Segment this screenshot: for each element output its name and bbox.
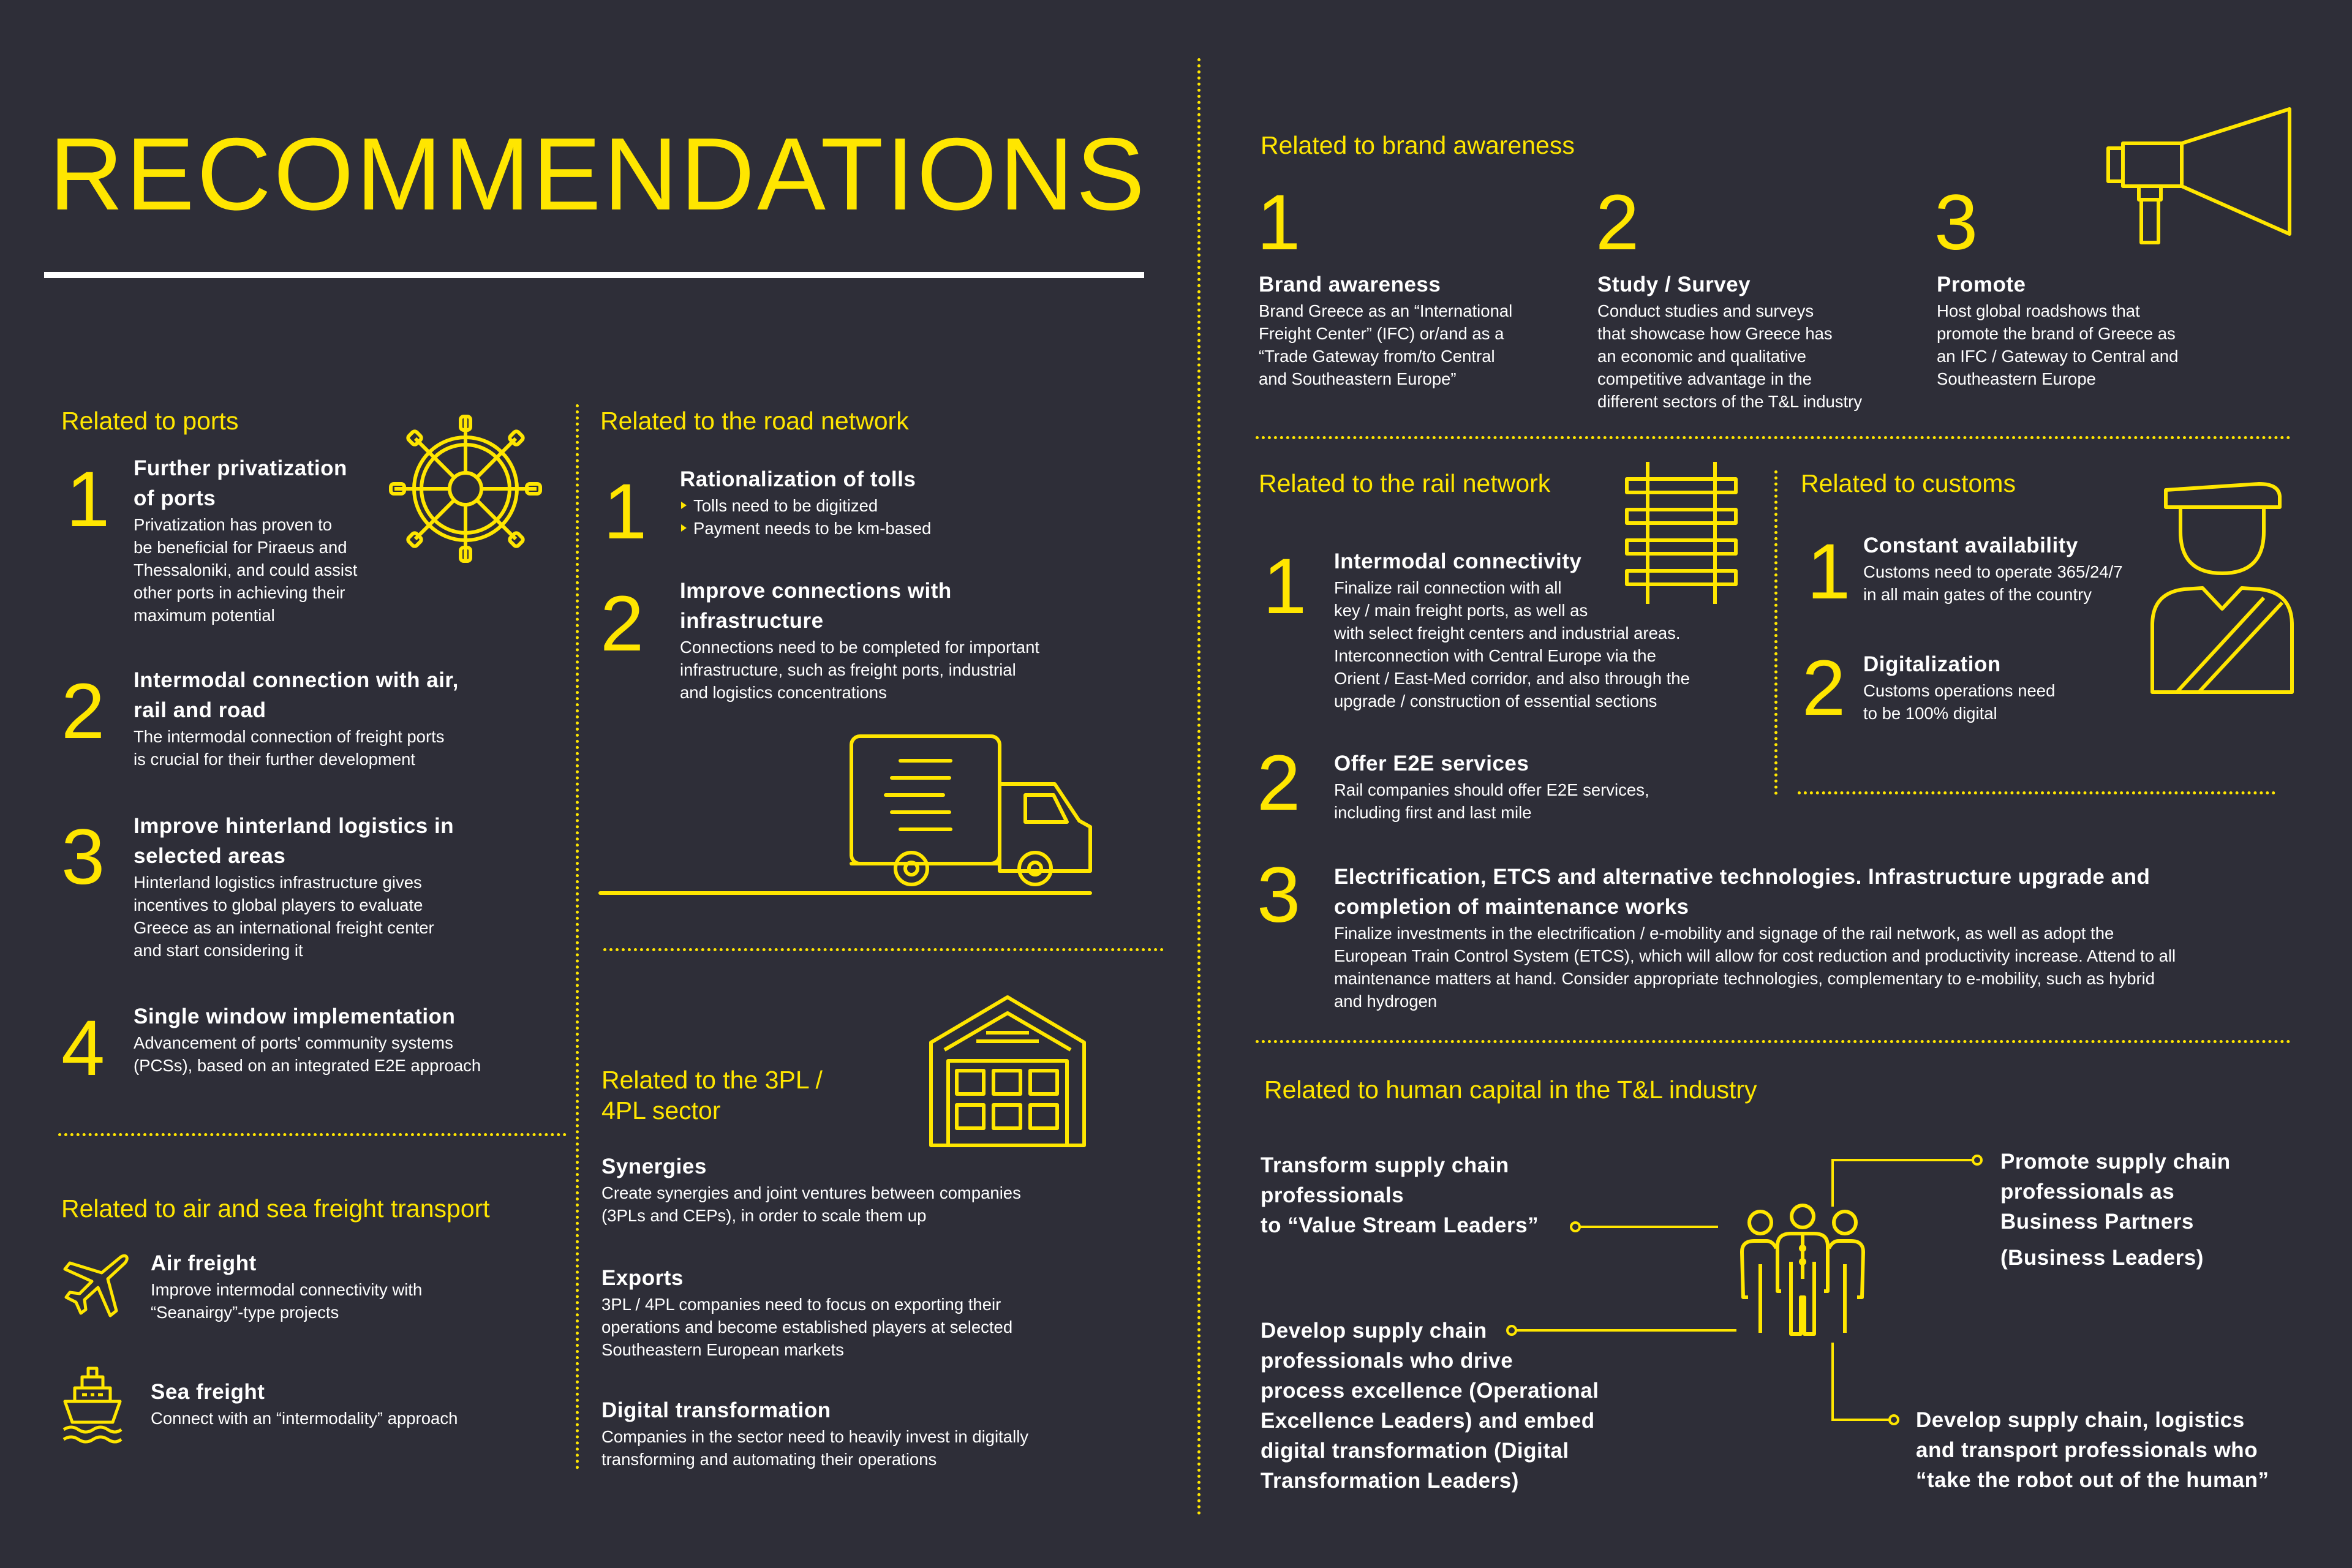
- human-right-top-line: professionals as: [2000, 1180, 2175, 1204]
- human-left-bottom-line: digital transformation (Digital: [1261, 1439, 1569, 1463]
- people-group-icon: [1738, 1205, 1867, 1337]
- brand-item-2-body-line: competitive advantage in the: [1597, 369, 1812, 388]
- air-freight-title: Air freight: [151, 1251, 257, 1275]
- road-item-2-title-line: infrastructure: [680, 609, 824, 633]
- tpl-item-title: Synergies: [601, 1155, 707, 1178]
- tpl-item-body-line: Southeastern European markets: [601, 1340, 844, 1359]
- customs-item-2-body-line: to be 100% digital: [1863, 704, 1997, 723]
- customs-item-1-number: 1: [1807, 528, 1851, 616]
- customs-item-1-title: Constant availability: [1863, 533, 2078, 557]
- ports-item-2-body-line: is crucial for their further development: [134, 750, 416, 769]
- tpl-item-body-line: Companies in the sector need to heavily invest in digitally: [601, 1427, 1029, 1446]
- ports-item-2-number: 2: [61, 668, 105, 755]
- ports-item-3-number: 3: [61, 813, 105, 901]
- brand-item-1-title: Brand awareness: [1259, 273, 1441, 296]
- rail-item-1-body-line: Finalize rail connection with all: [1334, 578, 1562, 597]
- rail-item-1-body-line: with select freight centers and industrial areas.: [1334, 624, 1681, 643]
- human-left-top-line: Transform supply chain: [1261, 1153, 1509, 1177]
- ports-item-4-title-line: Single window implementation: [134, 1005, 456, 1028]
- rail-item-3-title-line: Electrification, ETCS and alternative technologies. Infrastructure upgrade and: [1334, 865, 2150, 889]
- human-right-bottom-line: Develop supply chain, logistics: [1916, 1408, 2245, 1432]
- rail-heading: Related to the rail network: [1259, 469, 1551, 497]
- brand-item-1-body-line: and Southeastern Europe”: [1259, 369, 1457, 388]
- road-item-2-title-line: Improve connections with: [680, 579, 952, 603]
- tpl-heading-line: 4PL sector: [601, 1096, 721, 1125]
- brand-item-2-body-line: that showcase how Greece has: [1597, 324, 1833, 343]
- human-right-bottom-line: and transport professionals who: [1916, 1438, 2258, 1462]
- human-left-top-line: professionals: [1261, 1183, 1404, 1207]
- customs-item-1-body-line: Customs need to operate 365/24/7: [1863, 562, 2123, 581]
- rail-item-3-body-line: European Train Control System (ETCS), which will allow for cost reduction and productivity increase. Attend to all: [1334, 946, 2176, 965]
- air-freight-body-line: Improve intermodal connectivity with: [151, 1280, 423, 1299]
- tpl-item-body-line: transforming and automating their operations: [601, 1450, 937, 1469]
- road-item-1-number: 1: [603, 468, 647, 556]
- page-title: RECOMMENDATIONS: [49, 116, 1147, 232]
- brand-item-3-body-line: Host global roadshows that: [1937, 301, 2140, 320]
- ports-item-1-body-line: Privatization has proven to: [134, 515, 333, 534]
- rail-item-3-body-line: Finalize investments in the electrification / e-mobility and signage of the rail network, as well as adopt the: [1334, 924, 2114, 943]
- tpl-item-title: Digital transformation: [601, 1398, 831, 1422]
- rail-item-1-title-line: Intermodal connectivity: [1334, 549, 1582, 573]
- rail-item-2-body-line: including first and last mile: [1334, 803, 1532, 822]
- ports-item-3-body-line: and start considering it: [134, 941, 303, 960]
- rail-item-3-title-line: completion of maintenance works: [1334, 895, 1689, 919]
- rail-item-1-body-line: Orient / East-Med corridor, and also through the: [1334, 669, 1690, 688]
- ports-item-2-title-line: rail and road: [134, 698, 266, 722]
- road-item-1-bullet: Tolls need to be digitized: [680, 494, 1158, 517]
- ports-heading: Related to ports: [61, 407, 239, 435]
- brand-item-3-body-line: an IFC / Gateway to Central and: [1937, 347, 2179, 366]
- rail-item-2-number: 2: [1257, 739, 1301, 827]
- road-item-2-body-line: and logistics concentrations: [680, 683, 887, 702]
- ports-item-3-body-line: incentives to global players to evaluate: [134, 895, 423, 914]
- brand-item-1-body-line: Freight Center” (IFC) or/and as a: [1259, 324, 1504, 343]
- brand-item-3-body-line: promote the brand of Greece as: [1937, 324, 2176, 343]
- ports-item-1-body-line: Thessaloniki, and could assist: [134, 560, 358, 579]
- tpl-item-body-line: operations and become established players at selected: [601, 1317, 1013, 1336]
- road-item-2-body-line: infrastructure, such as freight ports, industrial: [680, 660, 1016, 679]
- rail-item-3-body-line: and hydrogen: [1334, 992, 1438, 1011]
- sea-freight-title: Sea freight: [151, 1380, 265, 1404]
- customs-item-2-title: Digitalization: [1863, 652, 2001, 676]
- brand-heading: Related to brand awareness: [1261, 131, 1575, 159]
- human-left-bottom-line: Develop supply chain: [1261, 1319, 1487, 1343]
- ports-item-3-body-line: Greece as an international freight center: [134, 918, 434, 937]
- rail-item-1-number: 1: [1263, 543, 1307, 630]
- customs-item-2-body-line: Customs operations need: [1863, 681, 2056, 700]
- brand-item-2-title: Study / Survey: [1597, 273, 1751, 296]
- brand-item-2-body-line: different sectors of the T&L industry: [1597, 392, 1863, 411]
- tpl-item-title: Exports: [601, 1266, 684, 1290]
- human-heading: Related to human capital in the T&L industry: [1264, 1076, 1757, 1104]
- tpl-item-body-line: (3PLs and CEPs), in order to scale them up: [601, 1206, 927, 1225]
- customs-item-2-number: 2: [1802, 644, 1846, 732]
- tpl-heading-line: Related to the 3PL /: [601, 1066, 823, 1094]
- road-item-1-bullet: Payment needs to be km-based: [680, 517, 1158, 540]
- brand-item-3-body-line: Southeastern Europe: [1937, 369, 2096, 388]
- human-left-bottom-line: process excellence (Operational: [1261, 1379, 1599, 1403]
- ports-item-3-body-line: Hinterland logistics infrastructure gives: [134, 873, 422, 892]
- road-item-1-title-line: Rationalization of tolls: [680, 467, 916, 491]
- ports-item-1-body-line: maximum potential: [134, 606, 275, 625]
- ports-item-1-number: 1: [66, 456, 110, 543]
- human-right-top-line: Business Partners: [2000, 1210, 2194, 1234]
- ports-item-4-body-line: (PCSs), based on an integrated E2E approach: [134, 1056, 481, 1075]
- road-heading: Related to the road network: [600, 407, 909, 435]
- rail-item-1-body-line: key / main freight ports, as well as: [1334, 601, 1588, 620]
- brand-item-1-number: 1: [1257, 179, 1301, 266]
- brand-item-1-body-line: “Trade Gateway from/to Central: [1259, 347, 1495, 366]
- tpl-item-body-line: Create synergies and joint ventures between companies: [601, 1183, 1021, 1202]
- brand-item-2-number: 2: [1596, 179, 1640, 266]
- brand-item-3-title: Promote: [1937, 273, 2026, 296]
- human-left-bottom-line: Excellence Leaders) and embed: [1261, 1409, 1595, 1433]
- tpl-item-body-line: 3PL / 4PL companies need to focus on exporting their: [601, 1295, 1001, 1314]
- air-freight-body-line: “Seanairgy”-type projects: [151, 1303, 339, 1322]
- ports-item-4-body-line: Advancement of ports' community systems: [134, 1033, 453, 1052]
- human-right-top-line: Promote supply chain: [2000, 1150, 2231, 1174]
- ports-item-3-title-line: selected areas: [134, 844, 286, 868]
- human-left-bottom-line: Transformation Leaders): [1261, 1469, 1519, 1493]
- ports-item-3-title-line: Improve hinterland logistics in: [134, 814, 454, 838]
- rail-item-2-title-line: Offer E2E services: [1334, 752, 1529, 775]
- ports-item-1-body-line: other ports in achieving their: [134, 583, 345, 602]
- ports-item-2-body-line: The intermodal connection of freight ports: [134, 727, 445, 746]
- road-item-2-number: 2: [600, 580, 644, 668]
- rail-item-1-body-line: upgrade / construction of essential sections: [1334, 692, 1657, 710]
- rail-item-2-body-line: Rail companies should offer E2E services,: [1334, 780, 1649, 799]
- customs-item-1-body-line: in all main gates of the country: [1863, 585, 2092, 604]
- human-left-top-line: to “Value Stream Leaders”: [1261, 1213, 1539, 1237]
- rail-item-1-body-line: Interconnection with Central Europe via the: [1334, 646, 1656, 665]
- rail-item-3-number: 3: [1257, 851, 1301, 939]
- ports-item-1-body-line: be beneficial for Piraeus and: [134, 538, 347, 557]
- brand-item-1-body-line: Brand Greece as an “International: [1259, 301, 1513, 320]
- sea-freight-body-line: Connect with an “intermodality” approach: [151, 1409, 458, 1428]
- ports-item-4-number: 4: [61, 1005, 105, 1092]
- road-item-2-body-line: Connections need to be completed for important: [680, 638, 1040, 657]
- brand-item-3-number: 3: [1934, 179, 1978, 266]
- brand-item-2-body-line: an economic and qualitative: [1597, 347, 1806, 366]
- ports-item-1-title-line: Further privatization: [134, 456, 347, 480]
- human-right-top-line: (Business Leaders): [2000, 1246, 2204, 1270]
- ports-item-2-title-line: Intermodal connection with air,: [134, 668, 459, 692]
- ports-item-1-title-line: of ports: [134, 486, 216, 510]
- human-right-bottom-line: “take the robot out of the human”: [1916, 1468, 2269, 1492]
- human-left-bottom-line: professionals who drive: [1261, 1349, 1513, 1373]
- brand-item-2-body-line: Conduct studies and surveys: [1597, 301, 1814, 320]
- air-sea-heading: Related to air and sea freight transport: [61, 1194, 490, 1223]
- rail-item-3-body-line: maintenance matters at hand. Consider appropriate technologies, complementary to e-mobility, such as hybrid: [1334, 969, 2155, 988]
- customs-heading: Related to customs: [1801, 469, 2016, 497]
